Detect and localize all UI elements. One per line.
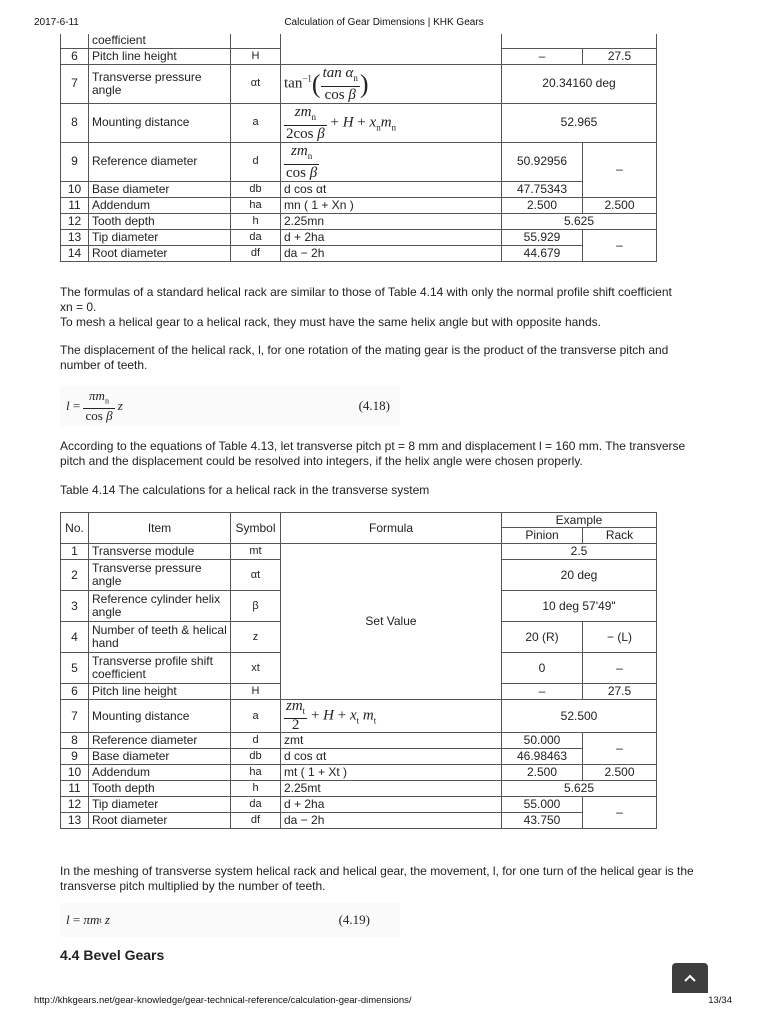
equation-4-19-formula: l = πm t z xyxy=(66,912,110,927)
rack-cell: – xyxy=(583,142,657,197)
helical-gear-table-continued xyxy=(60,34,657,262)
item-cell: Pitch line height xyxy=(89,48,231,64)
symbol-cell: β xyxy=(231,591,281,622)
symbol-cell: xt xyxy=(231,653,281,684)
symbol-cell: z xyxy=(231,622,281,653)
rack-cell: − (L) xyxy=(583,622,657,653)
rack-cell: 27.5 xyxy=(583,48,657,64)
paragraph-table-4-13-example: According to the equations of Table 4.13, let transverse pitch pt = 8 mm and displacement l = 160 mm. The transverse pitch and the displacement could be resolved into integers, if the helix angle were chosen properly. xyxy=(60,439,686,468)
equation-number: (4.19) xyxy=(338,912,370,927)
table-row xyxy=(61,34,657,48)
helical-rack-table xyxy=(60,512,657,829)
example-cell: 52.965 xyxy=(502,103,657,142)
formula-transverse-pressure-angle: $\tan^{-1}$( $\frac{\tan \alpha_n}{\text{cos β}}$ ) xyxy=(281,64,502,103)
table-caption: Table 4.14 The calculations for a helical rack in the transverse system xyxy=(60,483,430,497)
formula-cell: d + 2ha xyxy=(281,797,502,813)
formula-cell: 2.25mt xyxy=(281,781,502,797)
item-cell: coefficient xyxy=(89,34,231,48)
pinion-cell: – xyxy=(502,684,583,700)
header-rack: Rack xyxy=(583,528,657,544)
set-value-cell: Set Value xyxy=(281,544,502,700)
pinion-cell: 47.75343 xyxy=(502,181,583,197)
formula-mounting-distance: $\frac{zm_n}{\text{2cos β}}$ + $H + x_nm_n$ xyxy=(281,103,502,142)
item-cell: Transverse profile shift coefficient xyxy=(89,653,231,684)
table-row xyxy=(61,142,657,181)
pinion-cell: – xyxy=(502,48,583,64)
no-cell: 12 xyxy=(61,797,89,813)
formula-reference-diameter: $\frac{zm_n}{\text{cos β}}$ xyxy=(281,142,502,181)
table-row xyxy=(61,64,657,103)
pinion-cell: 44.679 xyxy=(502,245,583,261)
example-cell: 5.625 xyxy=(502,781,657,797)
no-cell: 5 xyxy=(61,653,89,684)
header-formula: Formula xyxy=(281,513,502,544)
print-url: http://khkgears.net/gear-knowledge/gear-technical-reference/calculation-gear-dimensions/ xyxy=(34,995,412,1006)
chevron-up-icon xyxy=(683,973,697,983)
formula-cell: mn ( 1 + Xn ) xyxy=(281,197,502,213)
paragraph-meshing: In the meshing of transverse system helical rack and helical gear, the movement, l, for one turn of the helical gear is the transverse pitch multiplied by the number of teeth. xyxy=(60,864,694,893)
symbol-cell: df xyxy=(231,813,281,829)
symbol-cell: αt xyxy=(231,560,281,591)
formula-cell: mt ( 1 + Xt ) xyxy=(281,765,502,781)
table-row xyxy=(61,48,657,64)
table-row xyxy=(61,213,657,229)
table-row xyxy=(61,544,657,560)
item-cell: Tooth depth xyxy=(89,781,231,797)
rack-cell: – xyxy=(583,229,657,261)
item-cell: Pitch line height xyxy=(89,684,231,700)
table-header-row xyxy=(61,513,657,528)
item-cell: Tooth depth xyxy=(89,213,231,229)
paragraph-displacement: The displacement of the helical rack, l, for one rotation of the mating gear is the product of the transverse pitch and number of teeth. xyxy=(60,343,669,372)
formula-cell: 2.25mn xyxy=(281,213,502,229)
symbol-cell: αt xyxy=(231,64,281,103)
header-pinion: Pinion xyxy=(502,528,583,544)
rack-cell: 2.500 xyxy=(583,765,657,781)
rack-cell: 27.5 xyxy=(583,684,657,700)
no-cell: 3 xyxy=(61,591,89,622)
pinion-cell: 55.000 xyxy=(502,797,583,813)
no-cell: 9 xyxy=(61,142,89,181)
symbol-cell: h xyxy=(231,213,281,229)
item-cell: Reference cylinder helix angle xyxy=(89,591,231,622)
item-cell: Tip diameter xyxy=(89,797,231,813)
example-cell: 52.500 xyxy=(502,700,657,733)
formula-cell: d cos αt xyxy=(281,749,502,765)
no-cell: 9 xyxy=(61,749,89,765)
formula-cell: zmt xyxy=(281,733,502,749)
no-cell: 7 xyxy=(61,700,89,733)
table-row xyxy=(61,813,657,829)
print-page-title: Calculation of Gear Dimensions | KHK Gears xyxy=(284,17,484,28)
no-cell: 10 xyxy=(61,765,89,781)
item-cell: Transverse pressure angle xyxy=(89,560,231,591)
table-row xyxy=(61,229,657,245)
item-cell: Base diameter xyxy=(89,749,231,765)
print-date: 2017-6-11 xyxy=(34,17,79,28)
no-cell: 10 xyxy=(61,181,89,197)
header-no: No. xyxy=(61,513,89,544)
header-item: Item xyxy=(89,513,231,544)
formula-cell: d + 2ha xyxy=(281,229,502,245)
symbol-cell: a xyxy=(231,700,281,733)
paragraph-standard-helical-rack: The formulas of a standard helical rack are similar to those of Table 4.14 with only the normal profile shift coefficient xn = 0. To mesh a helical gear to a helical rack, they must have the same helix angle but with opposite hands. xyxy=(60,285,672,329)
formula-cell: da − 2h xyxy=(281,813,502,829)
item-cell: Root diameter xyxy=(89,813,231,829)
pinion-cell: 20 (R) xyxy=(502,622,583,653)
no-cell: 8 xyxy=(61,103,89,142)
table-row xyxy=(61,181,657,197)
table-row xyxy=(61,797,657,813)
example-cell: 20 deg xyxy=(502,560,657,591)
scroll-to-top-button[interactable] xyxy=(672,963,708,993)
pinion-cell: 55.929 xyxy=(502,229,583,245)
symbol-cell: mt xyxy=(231,544,281,560)
symbol-cell: H xyxy=(231,684,281,700)
equation-4-18-formula: l = $\frac{\pi m_n}{\text{cos β}}$ z xyxy=(66,387,123,424)
item-cell: Addendum xyxy=(89,197,231,213)
symbol-cell: ha xyxy=(231,197,281,213)
item-cell: Mounting distance xyxy=(89,103,231,142)
table-row xyxy=(61,700,657,733)
example-cell: 2.5 xyxy=(502,544,657,560)
no-cell: 6 xyxy=(61,48,89,64)
symbol-cell: d xyxy=(231,733,281,749)
symbol-cell: d xyxy=(231,142,281,181)
pinion-cell: 50.92956 xyxy=(502,142,583,181)
item-cell: Tip diameter xyxy=(89,229,231,245)
item-cell: Number of teeth & helical hand xyxy=(89,622,231,653)
table-row xyxy=(61,245,657,261)
no-cell: 13 xyxy=(61,813,89,829)
item-cell: Mounting distance xyxy=(89,700,231,733)
equation-4-19 xyxy=(60,903,400,937)
item-cell: Addendum xyxy=(89,765,231,781)
table-row xyxy=(61,733,657,749)
table-row xyxy=(61,197,657,213)
no-cell: 4 xyxy=(61,622,89,653)
formula-cell: d cos αt xyxy=(281,181,502,197)
no-cell: 12 xyxy=(61,213,89,229)
header-symbol: Symbol xyxy=(231,513,281,544)
rack-cell: – xyxy=(583,653,657,684)
no-cell: 7 xyxy=(61,64,89,103)
table-row xyxy=(61,781,657,797)
item-cell: Reference diameter xyxy=(89,733,231,749)
equation-number: (4.18) xyxy=(358,398,390,413)
no-cell: 13 xyxy=(61,229,89,245)
symbol-cell: a xyxy=(231,103,281,142)
page-number: 13/34 xyxy=(708,995,732,1006)
item-cell: Reference diameter xyxy=(89,142,231,181)
table-row xyxy=(61,749,657,765)
symbol-cell: da xyxy=(231,797,281,813)
symbol-cell: ha xyxy=(231,765,281,781)
formula-cell: da − 2h xyxy=(281,245,502,261)
equation-4-18 xyxy=(60,386,400,426)
item-cell: Root diameter xyxy=(89,245,231,261)
rack-cell: 2.500 xyxy=(583,197,657,213)
no-cell: 2 xyxy=(61,560,89,591)
rack-cell: – xyxy=(583,733,657,765)
symbol-cell: H xyxy=(231,48,281,64)
symbol-cell: df xyxy=(231,245,281,261)
no-cell: 14 xyxy=(61,245,89,261)
no-cell: 11 xyxy=(61,197,89,213)
symbol-cell: db xyxy=(231,181,281,197)
header-example: Example xyxy=(502,513,657,528)
table-row xyxy=(61,103,657,142)
table-row xyxy=(61,765,657,781)
formula-mounting-distance: $\frac{zm_t}{2}$ + $H + x_t$ $m_t$ xyxy=(281,700,502,733)
section-heading-bevel-gears: 4.4 Bevel Gears xyxy=(60,947,165,963)
rack-cell: – xyxy=(583,797,657,829)
example-cell: 20.34160 deg xyxy=(502,64,657,103)
item-cell: Transverse module xyxy=(89,544,231,560)
item-cell: Base diameter xyxy=(89,181,231,197)
pinion-cell: 50.000 xyxy=(502,733,583,749)
symbol-cell: h xyxy=(231,781,281,797)
symbol-cell: da xyxy=(231,229,281,245)
no-cell: 1 xyxy=(61,544,89,560)
pinion-cell: 46.98463 xyxy=(502,749,583,765)
no-cell: 8 xyxy=(61,733,89,749)
pinion-cell: 2.500 xyxy=(502,197,583,213)
pinion-cell: 0 xyxy=(502,653,583,684)
pinion-cell: 43.750 xyxy=(502,813,583,829)
item-cell: Transverse pressure angle xyxy=(89,64,231,103)
example-cell: 10 deg 57'49" xyxy=(502,591,657,622)
example-cell: 5.625 xyxy=(502,213,657,229)
no-cell: 6 xyxy=(61,684,89,700)
symbol-cell: db xyxy=(231,749,281,765)
no-cell: 11 xyxy=(61,781,89,797)
pinion-cell: 2.500 xyxy=(502,765,583,781)
